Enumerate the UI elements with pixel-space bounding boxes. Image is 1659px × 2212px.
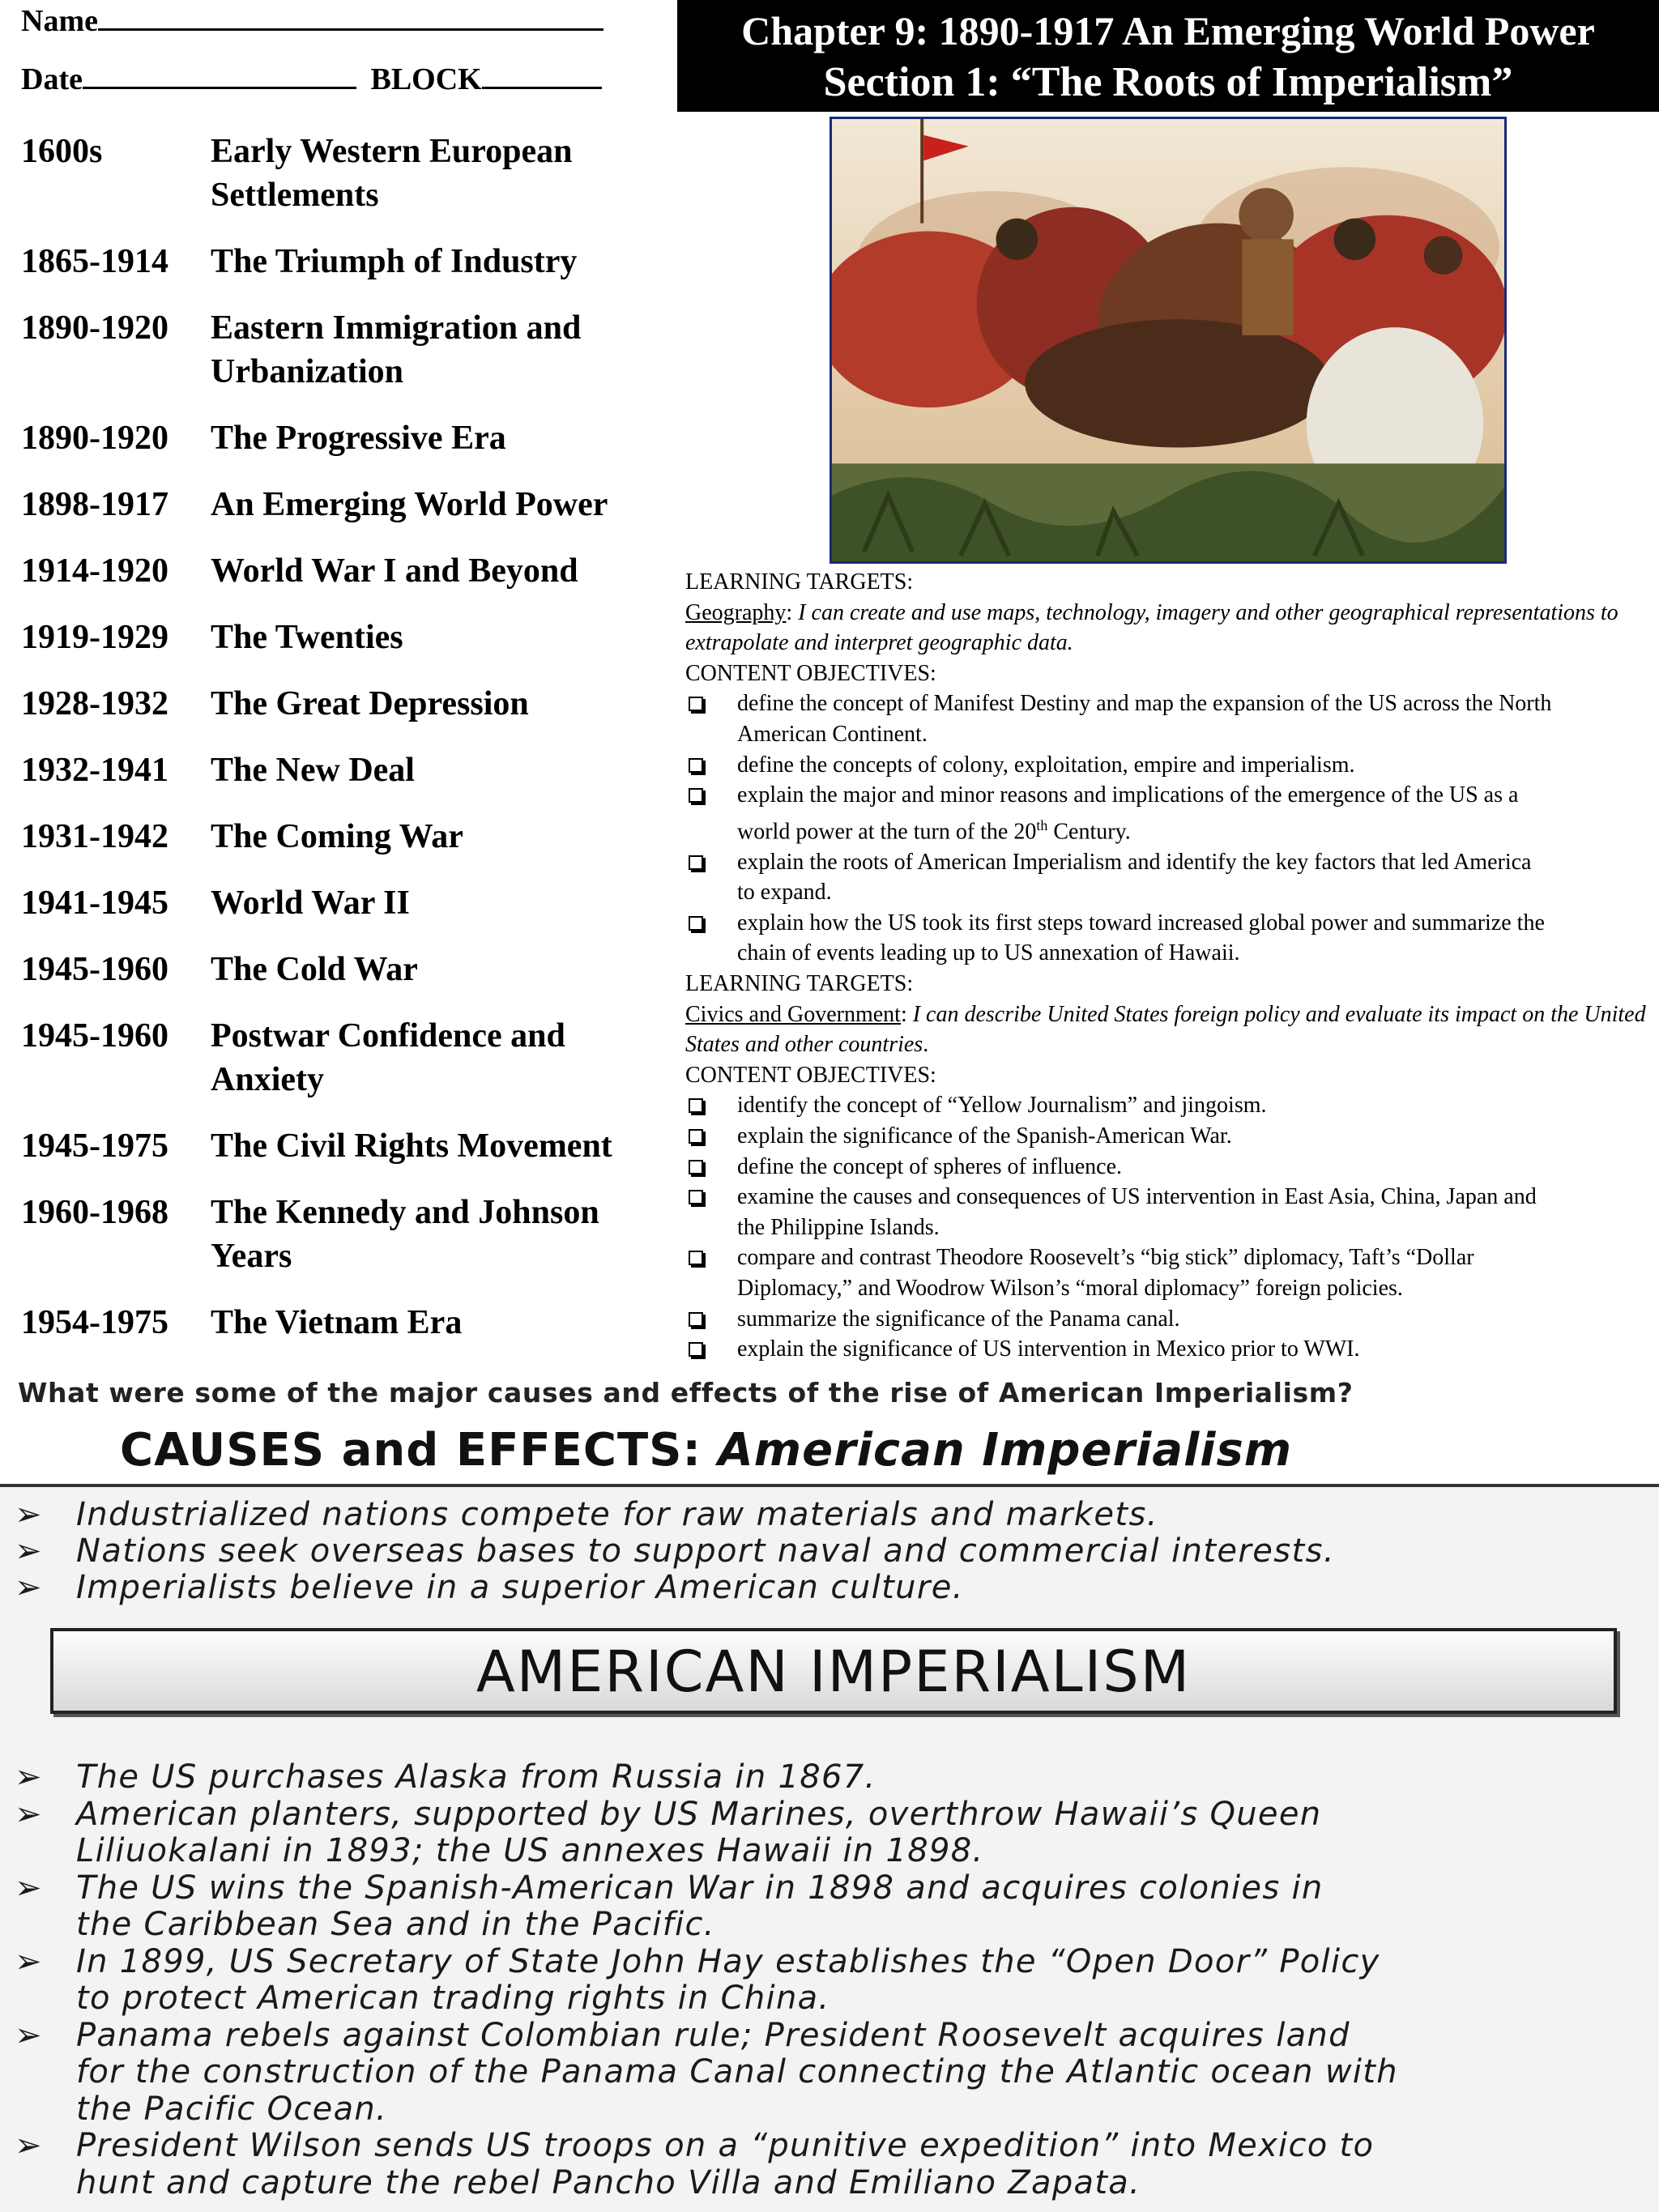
timeline-title: The Vietnam Era [211,1304,463,1341]
american-imperialism-box [50,1628,1617,1714]
checkbox-icon[interactable] [689,758,703,773]
timeline-row [21,240,661,283]
timeline-row [21,682,661,726]
objective-item [685,1304,1654,1335]
checkbox-icon[interactable] [689,916,703,931]
geo-targets-heading: LEARNING TARGETS: [685,569,914,595]
timeline-title: The Great Depression [211,685,529,722]
checkbox-icon[interactable] [689,788,703,803]
chapter-banner [677,0,1659,112]
arrow-list-item [0,1533,1335,1570]
timeline-title: World War I and Beyond [211,552,578,590]
arrow-list-text: The US purchases Alaska from Russia in 1867. [76,1758,876,1796]
timeline-years: 1945-1975 [21,1127,168,1165]
objective-item [685,908,1654,969]
name-blank-line[interactable] [98,5,603,31]
objective-item [685,780,1654,847]
timeline-title: The Triumph of Industry [211,243,578,280]
objective-item [685,1182,1654,1242]
objective-text: to expand. [737,880,832,906]
objective-text: compare and contrast Theodore Roosevelt’s “big stick” diplomacy, Taft’s “Dollar [737,1245,1474,1271]
timeline-row [21,130,661,217]
arrow-bullet-icon: ➢ [15,1758,43,1796]
timeline-years: 1945-1960 [21,951,168,988]
timeline-title: The Kennedy and Johnson Years [211,1194,599,1275]
arrow-list-item [0,1570,1335,1606]
geo-subject: Geography [685,599,787,625]
timeline-years: 1931-1942 [21,818,168,855]
timeline-years: 1941-1945 [21,884,168,922]
causes-effects-title-plain: CAUSES and EFFECTS: [120,1424,702,1477]
objective-text: Diplomacy,” and Woodrow Wilson’s “moral diplomacy” foreign policies. [737,1275,1403,1301]
timeline-title: Early Western European Settlements [211,133,573,214]
timeline-row [21,416,661,460]
timeline-title: Postwar Confidence and Anxiety [211,1017,565,1098]
arrow-bullet-icon: ➢ [15,2127,43,2164]
objective-item [685,847,1654,908]
objective-item [685,1152,1654,1183]
objective-text: explain the major and minor reasons and implications of the emergence of the US as a [737,782,1519,808]
timeline-years: 1928-1932 [21,685,168,722]
objective-item [685,1090,1654,1121]
causes-list [0,1497,1335,1606]
objective-text: world power at the turn of the 20th Century. [737,816,1131,845]
chapter-title: Chapter 9: 1890-1917 An Emerging World Power [741,8,1595,53]
checkbox-icon[interactable] [689,1098,703,1113]
american-imperialism-heading: AMERICAN IMPERIALISM [476,1639,1192,1705]
timeline-years: 1890-1920 [21,309,168,347]
civics-target-text: I can describe United States foreign policy and evaluate its impact on the United States and other countries [685,1001,1646,1058]
timeline-years: 1898-1917 [21,486,168,523]
civics-target: Civics and Government: I can describe United States foreign policy and evaluate its impact on the United States and other countries. [685,1001,1646,1058]
arrow-list-text: the Pacific Ocean. [76,2090,388,2128]
objective-text: the Philippine Islands. [737,1214,940,1240]
timeline-row [21,948,661,991]
block-blank-line[interactable] [482,63,602,89]
objective-text: summarize the significance of the Panama canal. [737,1306,1180,1332]
objective-text: examine the causes and consequences of US intervention in East Asia, China, Japan and [737,1184,1537,1210]
objective-text: explain the significance of the Spanish-American War. [737,1123,1232,1149]
checkbox-icon[interactable] [689,855,703,870]
arrow-list-item [0,1759,1659,1796]
timeline-years: 1890-1920 [21,420,168,457]
civics-targets-heading: LEARNING TARGETS: [685,971,914,997]
objective-text: explain the significance of US intervention in Mexico prior to WWI. [737,1336,1360,1362]
geo-content-heading: CONTENT OBJECTIVES: [685,660,936,686]
arrow-list-item [0,2018,1659,2129]
timeline-row [21,483,661,526]
timeline-title: The Twenties [211,619,403,656]
arrow-list-text: In 1899, US Secretary of State John Hay establishes the “Open Door” Policy [76,1942,1380,1980]
timeline-title: The Coming War [211,818,463,855]
timeline-row [21,306,661,394]
timeline-years: 1914-1920 [21,552,168,590]
name-field[interactable] [21,3,603,39]
checkbox-icon[interactable] [689,1251,703,1265]
objective-text: American Continent. [737,721,928,747]
timeline-years: 1960-1968 [21,1194,168,1231]
timeline-row [21,1124,661,1168]
timeline-years: 1919-1929 [21,619,168,656]
timeline-row [21,1301,661,1345]
checkbox-icon[interactable] [689,697,703,711]
timeline-title: World War II [211,884,410,922]
objective-text: explain the roots of American Imperialism and identify the key factors that led America [737,849,1532,875]
timeline-row [21,815,661,859]
arrow-list-text: Industrialized nations compete for raw materials and markets. [76,1496,1158,1533]
objective-item [685,750,1654,781]
date-blank-line[interactable] [83,63,356,89]
timeline-years: 1865-1914 [21,243,168,280]
timeline-title: An Emerging World Power [211,486,608,523]
timeline-row [21,616,661,659]
checkbox-icon[interactable] [689,1312,703,1327]
objective-text: explain how the US took its first steps toward increased global power and summarize the [737,910,1545,936]
timeline-years: 1600s [21,133,103,170]
section-title: Section 1: “The Roots of Imperialism” [823,59,1513,105]
arrow-list-item [0,1944,1659,2018]
timeline-row [21,1014,661,1102]
civics-objective-list [685,1090,1654,1364]
arrow-list-text: Liliuokalani in 1893; the US annexes Hawaii in 1898. [76,1832,984,1869]
arrow-bullet-icon: ➢ [15,1569,43,1606]
objective-text: define the concept of spheres of influence. [737,1153,1123,1179]
arrow-bullet-icon: ➢ [15,2016,43,2054]
painting-illustration [832,119,1504,561]
objective-text: identify the concept of “Yellow Journalism” and jingoism. [737,1093,1267,1119]
checkbox-icon[interactable] [689,1160,703,1174]
timeline-row [21,881,661,925]
arrow-list-text: Panama rebels against Colombian rule; President Roosevelt acquires land [76,2016,1350,2054]
timeline-years: 1954-1975 [21,1304,168,1341]
objective-text: define the concept of Manifest Destiny and map the expansion of the US across the North [737,691,1552,717]
timeline-years: 1932-1941 [21,752,168,789]
name-label: Name [21,4,98,38]
arrow-list-item [0,1497,1335,1533]
rough-riders-painting [830,117,1507,564]
arrow-list-item [0,2128,1659,2201]
arrow-list-text: to protect American trading rights in China. [76,1980,830,2017]
objective-item [685,1334,1654,1365]
civics-subject: Civics and Government [685,1001,901,1027]
checkbox-icon[interactable] [689,1190,703,1204]
geo-target: Geography: I can create and use maps, technology, imagery and other geographical representations to extrapolate and interpret geographic data. [685,599,1618,656]
arrow-list-text: Imperialists believe in a superior American culture. [76,1569,964,1606]
essential-question: What were some of the major causes and effects of the rise of American Imperialism? [18,1377,1354,1409]
timeline-title: The New Deal [211,752,415,789]
timeline-years: 1945-1960 [21,1017,168,1055]
arrow-bullet-icon: ➢ [15,1532,43,1570]
arrow-list-text: Nations seek overseas bases to support naval and commercial interests. [76,1532,1335,1570]
causes-effects-title-italic: American Imperialism [718,1424,1293,1477]
date-block-field[interactable] [21,62,602,97]
objective-item [685,1121,1654,1152]
arrow-list-text: American planters, supported by US Marines, overthrow Hawaii’s Queen [76,1795,1322,1833]
arrow-list-item [0,1870,1659,1944]
timeline-title: The Progressive Era [211,420,506,457]
arrow-list-text: The US wins the Spanish-American War in 1898 and acquires colonies in [76,1869,1324,1907]
arrow-bullet-icon: ➢ [15,1869,43,1907]
civics-content-heading: CONTENT OBJECTIVES: [685,1062,936,1088]
arrow-list-text: President Wilson sends US troops on a “punitive expedition” into Mexico to [76,2127,1375,2164]
arrow-bullet-icon: ➢ [15,1496,43,1533]
timeline-row [21,549,661,593]
arrow-list-text: for the construction of the Panama Canal connecting the Atlantic ocean with [76,2053,1398,2091]
timeline-row [21,748,661,792]
objective-text: define the concepts of colony, exploitation, empire and imperialism. [737,752,1355,778]
unit-timeline [21,130,661,1367]
arrow-bullet-icon: ➢ [15,1942,43,1980]
objective-item [685,1242,1654,1303]
geo-objective-list [685,688,1654,969]
arrow-bullet-icon: ➢ [15,1795,43,1833]
timeline-title: The Cold War [211,951,418,988]
timeline-row [21,1191,661,1278]
objective-item [685,688,1654,749]
geo-target-text: I can create and use maps, technology, imagery and other geographical representations to extrapolate and interpret geographic data. [685,599,1618,656]
checkbox-icon[interactable] [689,1129,703,1144]
causes-effects-title [120,1424,1292,1477]
arrow-list-item [0,1796,1659,1870]
date-label: Date [21,62,83,96]
checkbox-icon[interactable] [689,1342,703,1357]
timeline-title: Eastern Immigration and Urbanization [211,309,582,390]
learning-objectives [685,567,1654,1365]
effects-list [0,1759,1659,2201]
arrow-list-text: the Caribbean Sea and in the Pacific. [76,1906,715,1943]
timeline-title: The Civil Rights Movement [211,1127,612,1165]
objective-text: chain of events leading up to US annexation of Hawaii. [737,940,1240,966]
block-label: BLOCK [370,62,482,96]
arrow-list-text: hunt and capture the rebel Pancho Villa and Emiliano Zapata. [76,2163,1141,2201]
